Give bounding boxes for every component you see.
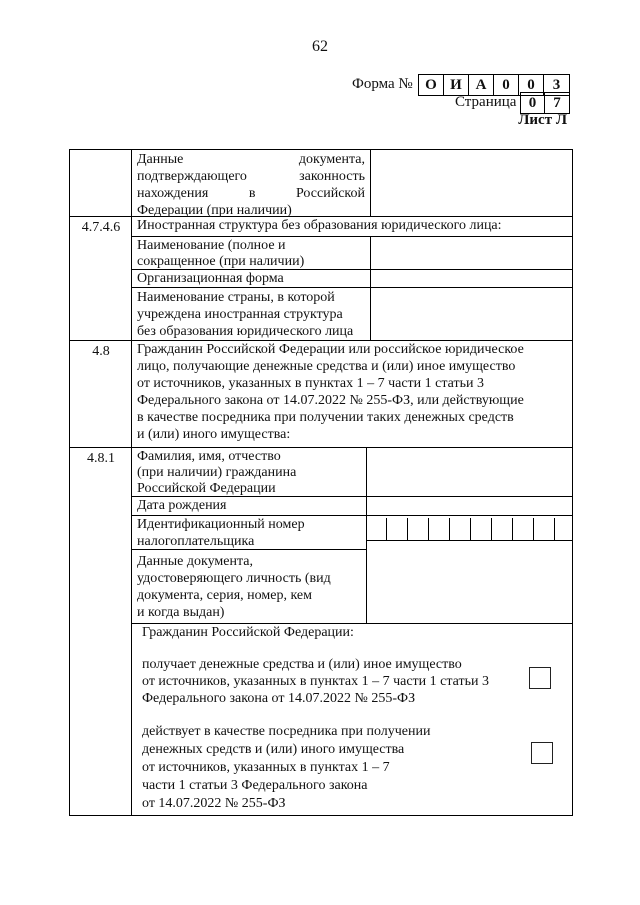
form-code-char: И bbox=[444, 75, 469, 95]
page-code-char: 0 bbox=[521, 93, 545, 113]
option-intermediary-text: денежных средств и (или) иного имущества bbox=[142, 742, 405, 757]
form-number-label: Форма № bbox=[352, 76, 413, 92]
birth-date-label: Дата рождения bbox=[137, 498, 227, 513]
item-number: 4.7.4.6 bbox=[81, 220, 121, 235]
page-code-char: 7 bbox=[553, 95, 561, 111]
section-4-8-text: от источников, указанных в пунктах 1 – 7 части 1 статьи 3 bbox=[137, 376, 485, 391]
org-form-label: Организационная форма bbox=[137, 271, 284, 286]
identity-doc-label: Данные документа, bbox=[137, 554, 253, 569]
item-number: 4.8 bbox=[92, 344, 110, 359]
option-receives-text: от источников, указанных в пунктах 1 – 7 части 1 статьи 3 bbox=[142, 674, 490, 689]
option-receives-text: Федерального закона от 14.07.2022 № 255-ФЗ bbox=[142, 691, 416, 706]
full-name-value-field[interactable] bbox=[367, 448, 571, 495]
form-code-char: О bbox=[419, 75, 444, 95]
identity-doc-label: документа, серия, номер, кем bbox=[137, 588, 312, 603]
document-label: подтверждающего законность bbox=[137, 169, 365, 184]
form-code-char: А bbox=[469, 75, 494, 95]
full-name-label: Российской Федерации bbox=[137, 481, 276, 496]
option-intermediary-text: действует в качестве посредника при получении bbox=[142, 724, 431, 739]
option-intermediary-text: от источников, указанных в пунктах 1 – 7 bbox=[142, 760, 390, 775]
identity-doc-value-field[interactable] bbox=[367, 550, 571, 622]
org-form-value-field[interactable] bbox=[371, 270, 571, 286]
page-number: 62 bbox=[312, 38, 328, 55]
country-value-field[interactable] bbox=[371, 288, 571, 339]
citizen-heading: Гражданин Российской Федерации: bbox=[142, 625, 354, 640]
identity-doc-label: и когда выдан) bbox=[137, 605, 225, 620]
section-4-8-text: лицо, получающие денежные средства и (или) иное имущество bbox=[137, 359, 516, 374]
option-receives-text: получает денежные средства и (или) иное имущество bbox=[142, 657, 462, 672]
name-label: сокращенное (при наличии) bbox=[137, 254, 305, 269]
document-value-field[interactable] bbox=[371, 150, 571, 215]
inn-label: Идентификационный номер bbox=[137, 517, 305, 532]
name-value-field[interactable] bbox=[371, 237, 571, 268]
form-code-char: 0 bbox=[519, 75, 544, 95]
section-4-8-text: и (или) иного имущества: bbox=[137, 427, 291, 442]
foreign-structure-heading: Иностранная структура без образования юридического лица: bbox=[137, 218, 502, 233]
page-label: Страница bbox=[455, 94, 517, 110]
form-code-char: 3 bbox=[552, 77, 561, 93]
full-name-label: Фамилия, имя, отчество bbox=[137, 449, 281, 464]
item-number: 4.8.1 bbox=[87, 451, 115, 466]
country-label: без образования юридического лица bbox=[137, 324, 354, 339]
document-label: Данные документа, bbox=[137, 152, 365, 167]
section-4-8-text: в качестве посредника при получении таких денежных средств bbox=[137, 410, 514, 425]
page-code bbox=[520, 92, 570, 114]
document-label: нахождения в Российской bbox=[137, 186, 365, 201]
document-label: Федерации (при наличии) bbox=[137, 203, 292, 218]
option-intermediary-text: от 14.07.2022 № 255-ФЗ bbox=[142, 796, 286, 811]
option-intermediary-text: части 1 статьи 3 Федерального закона bbox=[142, 778, 368, 793]
identity-doc-label: удостоверяющего личность (вид bbox=[137, 571, 331, 586]
full-name-label: (при наличии) гражданина bbox=[137, 465, 297, 480]
section-4-8-text: Гражданин Российской Федерации или российское юридическое bbox=[137, 342, 524, 357]
intermediary-checkbox[interactable] bbox=[531, 742, 553, 764]
birth-date-value-field[interactable] bbox=[367, 497, 571, 514]
form-code-char: 0 bbox=[494, 75, 519, 95]
receives-checkbox[interactable] bbox=[529, 667, 551, 689]
country-label: Наименование страны, в которой bbox=[137, 290, 335, 305]
inn-label: налогоплательщика bbox=[137, 534, 255, 549]
name-label: Наименование (полное и bbox=[137, 238, 286, 253]
country-label: учреждена иностранная структура bbox=[137, 307, 343, 322]
section-4-8-text: Федерального закона от 14.07.2022 № 255-ФЗ, или действующие bbox=[137, 393, 524, 408]
sheet-label: Лист Л bbox=[518, 112, 567, 128]
